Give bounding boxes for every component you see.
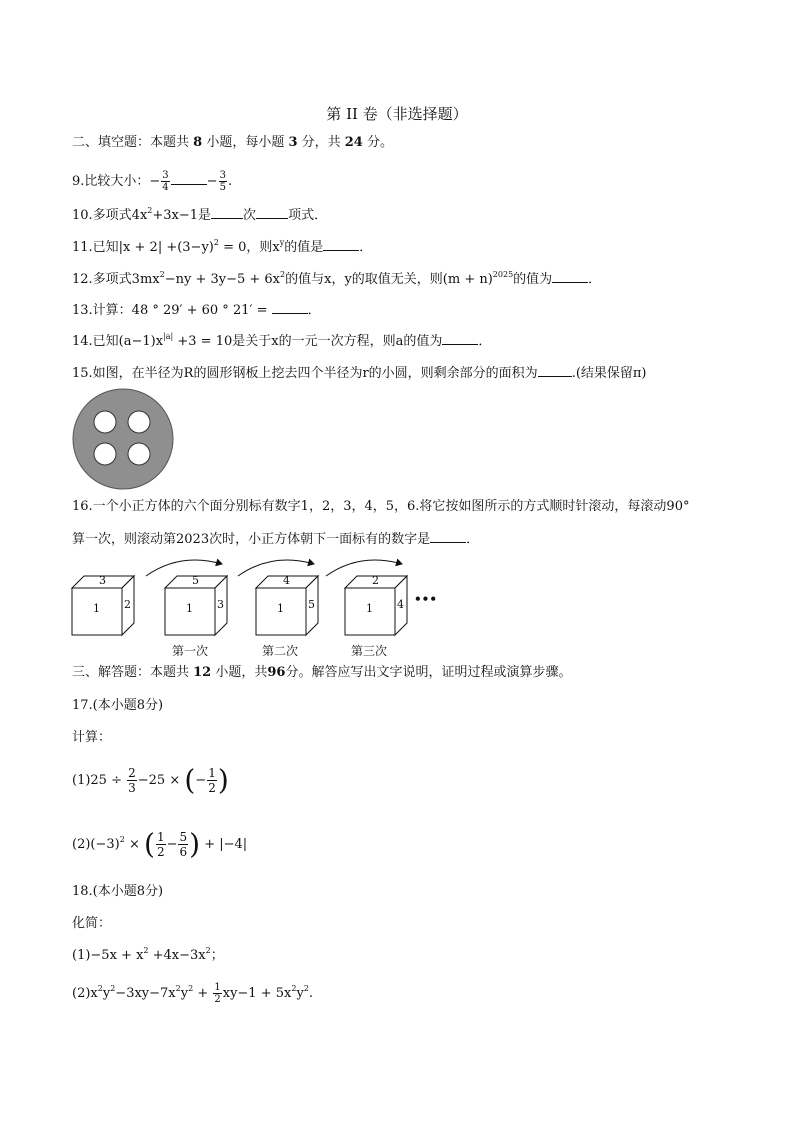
question-12: 12.多项式$3mx^2-ny + 3y-5 + 6x^2$的值与x，y的取值无关，则$(m + n)^{2025}$的值为 ．: [72, 270, 602, 287]
answer-blank: [552, 270, 588, 283]
question-17-intro: 计算：: [72, 730, 112, 745]
answer-blank: [171, 172, 207, 185]
answer-blank: [430, 530, 466, 543]
cube2-top: 5: [192, 574, 199, 587]
answer-blank: [272, 301, 308, 314]
question-18-part1: $(1)-5x + x^2 +4x-3x^2$；: [72, 946, 224, 963]
cube4-top: 2: [372, 574, 379, 587]
small-circle: [128, 443, 150, 465]
cube3-right: 5: [308, 598, 315, 611]
roll-arrow: [326, 560, 402, 576]
section2-heading: 二、填空题：本题共 8 小题，每小题 3 分，共 24 分。: [72, 135, 393, 150]
cube1-front: 1: [93, 602, 100, 615]
small-circle: [94, 411, 116, 433]
question-18-part2: $(2)x^2y^2-3xy-7x^2y^2$ + $\frac{1}{2}$ $xy-1 + 5x^2y^2$.: [72, 982, 314, 1005]
question-9: 9.比较大小：− $\frac{3}{4}$ − $\frac{3}{5}$ .: [72, 170, 233, 193]
question-18-head: 18.(本小题8分): [72, 884, 164, 899]
caption-third: 第三次: [351, 644, 388, 658]
question-14: 14.已知$(a-1)x^{|a|} +3 = 10$是关于x的一元一次方程，则a的值为 ．: [72, 332, 492, 349]
page-title: 第 II 卷（非选择题）: [326, 105, 468, 123]
ellipsis: •••: [414, 592, 438, 606]
question-16-line1: 16.一个小正方体的六个面分别标有数字1，2，3，4，5，6.将它按如图所示的方式顺时针滚动，每滚动90°: [72, 499, 690, 514]
answer-blank: [538, 364, 572, 377]
answer-blank: [442, 332, 478, 345]
answer-blank: [323, 238, 359, 251]
question-17-head: 17.(本小题8分): [72, 698, 164, 713]
question-17-part2: $(2)(-3)^2$ × ( $\frac{1}{2}$ − $\frac{5}{6}$ ) + |−4|: [72, 827, 248, 861]
cube4-front: 1: [366, 602, 373, 615]
question-10: 10.多项式$4x^2+3x-1$是 次 项式．: [72, 206, 328, 223]
question-18-intro: 化简：: [72, 916, 112, 931]
cube2-right: 3: [217, 598, 224, 611]
question-13: 13.计算：48 ° 29′ + 60 ° 21′ = ．: [72, 303, 321, 318]
question-11: 11.已知$|x + 2| +(3-y)^2 = 0$，则$x^y$的值是 ．: [72, 238, 373, 255]
cube3-front: 1: [277, 602, 284, 615]
small-circle: [94, 443, 116, 465]
roll-arrow: [146, 560, 222, 576]
roll-arrow: [238, 560, 314, 576]
question-16-line2: 算一次，则滚动第2023次时，小正方体朝下一面标有的数字是 ．: [72, 532, 480, 547]
answer-blank: [256, 206, 288, 219]
answer-blank: [211, 206, 243, 219]
cube3-top: 4: [283, 574, 290, 587]
large-circle: [73, 389, 173, 489]
small-circle: [128, 411, 150, 433]
cube4-right: 4: [397, 598, 404, 611]
cube2-front: 1: [186, 602, 193, 615]
question-15: 15.如图，在半径为R的圆形钢板上挖去四个半径为r的小圆，则剩余部分的面积为 .(结果保留π): [72, 366, 647, 381]
steel-plate-figure: [70, 386, 178, 492]
cube1-right: 2: [124, 598, 131, 611]
caption-second: 第二次: [262, 644, 299, 658]
rolling-cube-figure: [0, 550, 794, 640]
cube1-top: 3: [99, 574, 106, 587]
section3-heading: 三、解答题：本题共 12 小题，共96分。解答应写出文字说明，证明过程或演算步骤。: [72, 665, 572, 680]
caption-first: 第一次: [172, 644, 209, 658]
question-17-part1: (1)25 ÷ $\frac{2}{3}$ −25 × (− $\frac{1}{2}$ ): [72, 763, 229, 797]
